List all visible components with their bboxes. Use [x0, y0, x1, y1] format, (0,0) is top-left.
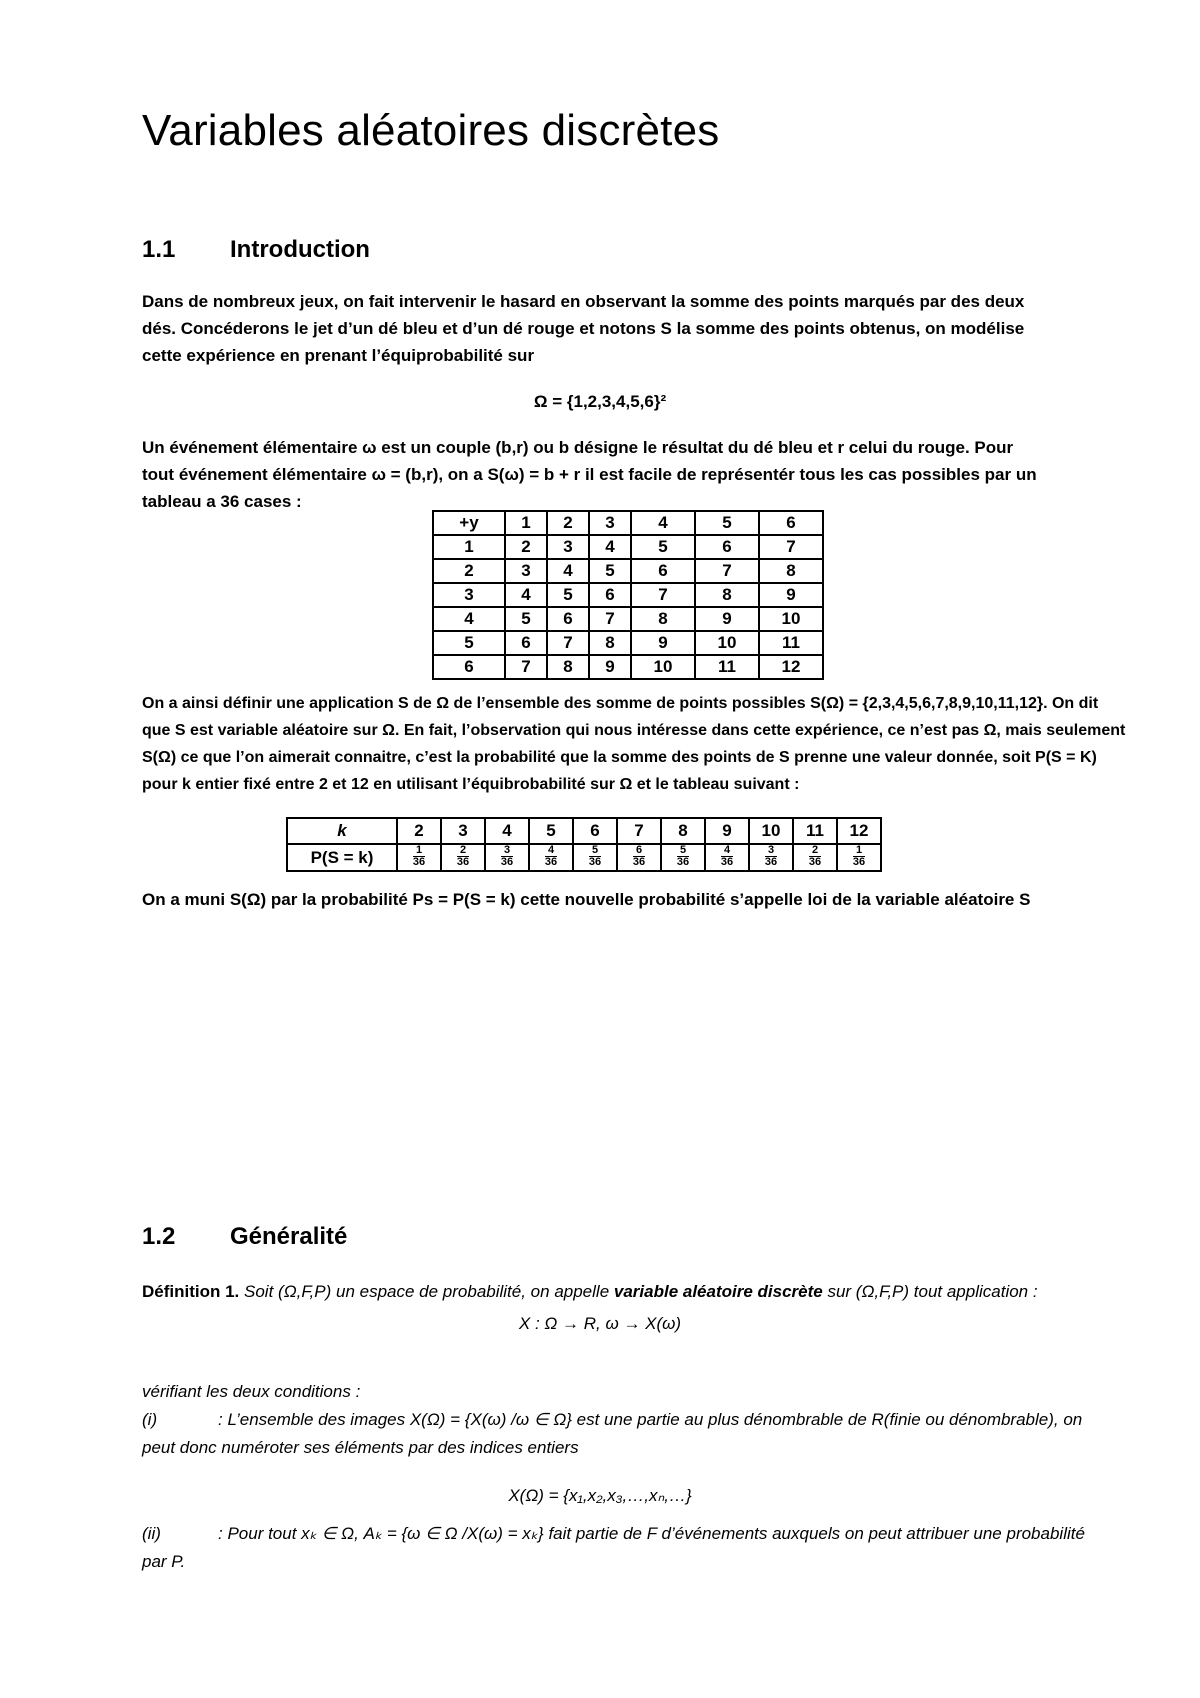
table-cell: 10 [631, 655, 695, 679]
fraction-numerator: 5 [677, 845, 689, 857]
fraction-numerator: 3 [765, 845, 777, 857]
table-cell: 5 [433, 631, 505, 655]
p-cell [573, 844, 617, 871]
fraction-numerator: 6 [633, 845, 645, 857]
section-number: 1.2 [142, 1223, 176, 1250]
table-cell: 4 [589, 535, 631, 559]
mapping-equation: X : Ω → R, ω → X(ω) [518, 1314, 682, 1333]
fraction-denominator: 36 [456, 856, 470, 868]
fraction [721, 845, 733, 868]
table-cell: 7 [695, 559, 759, 583]
image-equation: X(Ω) = {x₁,x₂,x₃,…,xₙ,…} [508, 1486, 692, 1505]
sum-table [432, 510, 824, 680]
fraction-denominator: 36 [676, 856, 690, 868]
table-cell: 7 [631, 583, 695, 607]
k-cell: 4 [485, 818, 529, 844]
p-row [287, 844, 881, 871]
fraction [501, 845, 513, 868]
table-cell: 8 [759, 559, 823, 583]
paragraph-line: tout événement élémentaire ω = (b,r), on a S(ω) = b + r il est facile de représentér tous les cas possibles par un [142, 465, 1037, 484]
fraction [457, 845, 469, 868]
fraction [809, 845, 821, 868]
k-cell: 2 [397, 818, 441, 844]
application-paragraph [142, 690, 1125, 798]
paragraph-line: tableau a 36 cases : [142, 492, 302, 511]
p-cell [441, 844, 485, 871]
table-cell: 5 [695, 511, 759, 535]
definition-label: Définition 1. [142, 1282, 240, 1301]
table-cell: 3 [433, 583, 505, 607]
k-cell: 6 [573, 818, 617, 844]
table-cell: 9 [695, 607, 759, 631]
fraction-numerator: 1 [853, 845, 865, 857]
table-cell: 3 [547, 535, 589, 559]
elementary-event-paragraph [142, 434, 1037, 515]
table-cell: 4 [433, 607, 505, 631]
table-cell: 7 [505, 655, 547, 679]
k-cell: 11 [793, 818, 837, 844]
table-cell: 8 [547, 655, 589, 679]
table-cell: 12 [759, 655, 823, 679]
condition-i [142, 1406, 1082, 1462]
condition-label: (ii) [142, 1524, 161, 1543]
table-cell: 1 [505, 511, 547, 535]
table-cell: 9 [589, 655, 631, 679]
fraction [765, 845, 777, 868]
table-cell: 7 [759, 535, 823, 559]
p-cell [705, 844, 749, 871]
fraction-denominator: 36 [588, 856, 602, 868]
fraction-denominator: 36 [544, 856, 558, 868]
fraction-denominator: 36 [764, 856, 778, 868]
table-cell: 4 [547, 559, 589, 583]
section-heading-introduction [142, 236, 370, 264]
fraction-denominator: 36 [720, 856, 734, 868]
table-cell: 6 [547, 607, 589, 631]
table-cell: 5 [631, 535, 695, 559]
table-cell: 5 [505, 607, 547, 631]
condition-text: : L’ensemble des images X(Ω) = {X(ω) /ω ∈ Ω} est une partie au plus dénombrable de R(finie ou dénombrable), on [218, 1410, 1083, 1429]
table-cell: 6 [505, 631, 547, 655]
table-cell: 6 [759, 511, 823, 535]
section-heading-generalite [142, 1223, 347, 1251]
definition-text: sur (Ω,F,P) tout application : [827, 1282, 1038, 1301]
condition-ii-line [142, 1520, 1085, 1548]
definition-term: variable aléatoire discrète [613, 1282, 823, 1301]
p-cell [485, 844, 529, 871]
paragraph-line: pour k entier fixé entre 2 et 12 en utilisant l’équibrobabilité sur Ω et le tableau suivant : [142, 776, 800, 793]
table-cell: 5 [589, 559, 631, 583]
verif-line: vérifiant les deux conditions : [142, 1382, 361, 1401]
condition-label: (i) [142, 1410, 158, 1429]
k-cell: 10 [749, 818, 793, 844]
table-cell: 6 [631, 559, 695, 583]
p-cell [661, 844, 705, 871]
fraction-numerator: 1 [413, 845, 425, 857]
table-cell: +y [433, 511, 505, 535]
k-label: k [287, 818, 397, 844]
table-cell: 3 [505, 559, 547, 583]
paragraph-line: Un événement élémentaire ω est un couple (b,r) ou b désigne le résultat du dé bleu et r celui du rouge. Pour [142, 438, 1014, 457]
table-cell: 3 [589, 511, 631, 535]
table-cell: 5 [547, 583, 589, 607]
section-title: Généralité [230, 1223, 348, 1250]
condition-ii-line: par P. [142, 1552, 186, 1571]
table-cell: 4 [505, 583, 547, 607]
fraction-numerator: 3 [501, 845, 513, 857]
section-title: Introduction [230, 236, 370, 263]
k-cell: 9 [705, 818, 749, 844]
table-cell: 8 [695, 583, 759, 607]
table-row [433, 535, 823, 559]
table-cell: 7 [547, 631, 589, 655]
p-cell [837, 844, 881, 871]
fraction-denominator: 36 [852, 856, 866, 868]
document-title: Variables aléatoires discrètes [142, 106, 720, 155]
table-row [433, 655, 823, 679]
probability-table [286, 817, 882, 872]
p-cell [617, 844, 661, 871]
table-cell: 7 [589, 607, 631, 631]
intro-paragraph [142, 288, 1024, 369]
table-cell: 9 [631, 631, 695, 655]
table-header-row [433, 511, 823, 535]
paragraph-line: cette expérience en prenant l’équiprobabilité sur [142, 346, 535, 365]
p-label: P(S = k) [287, 844, 397, 871]
fraction-numerator: 2 [809, 845, 821, 857]
k-cell: 12 [837, 818, 881, 844]
table-cell: 10 [759, 607, 823, 631]
fraction-denominator: 36 [412, 856, 426, 868]
fraction-numerator: 4 [721, 845, 733, 857]
section-number: 1.1 [142, 236, 176, 263]
table-cell: 9 [759, 583, 823, 607]
fraction [853, 845, 865, 868]
fraction-numerator: 4 [545, 845, 557, 857]
table-cell: 4 [631, 511, 695, 535]
k-cell: 8 [661, 818, 705, 844]
fraction [589, 845, 601, 868]
p-cell [397, 844, 441, 871]
condition-text: : Pour tout xₖ ∈ Ω, Aₖ = {ω ∈ Ω /X(ω) = xₖ} fait partie de F d’événements auxquels on peut attribuer une probabilité [218, 1524, 1085, 1543]
fraction [413, 845, 425, 868]
paragraph-line: que S est variable aléatoire sur Ω. En fait, l’observation qui nous intéresse dans cette expérience, ce n’est pas Ω, mais seulement [142, 722, 1126, 739]
table-cell: 6 [695, 535, 759, 559]
p-cell [793, 844, 837, 871]
fraction [633, 845, 645, 868]
table-cell: 6 [589, 583, 631, 607]
table-cell: 1 [433, 535, 505, 559]
table-row [433, 583, 823, 607]
fraction-denominator: 36 [500, 856, 514, 868]
definition-line [142, 1278, 1038, 1306]
table-cell: 11 [695, 655, 759, 679]
fraction-denominator: 36 [808, 856, 822, 868]
table-cell: 11 [759, 631, 823, 655]
definition-text: Soit (Ω,F,P) un espace de probabilité, on appelle [244, 1282, 610, 1301]
table-cell: 8 [589, 631, 631, 655]
omega-equation: Ω = {1,2,3,4,5,6}² [533, 392, 667, 411]
fraction [545, 845, 557, 868]
fraction-denominator: 36 [632, 856, 646, 868]
k-cell: 5 [529, 818, 573, 844]
k-cell: 3 [441, 818, 485, 844]
table-cell: 2 [505, 535, 547, 559]
table-cell: 2 [433, 559, 505, 583]
table-cell: 10 [695, 631, 759, 655]
table-row [433, 631, 823, 655]
table-cell: 6 [433, 655, 505, 679]
paragraph-line: Dans de nombreux jeux, on fait intervenir le hasard en observant la somme des points marqués par des deux [142, 292, 1025, 311]
fraction-numerator: 2 [457, 845, 469, 857]
k-row [287, 818, 881, 844]
table-row [433, 559, 823, 583]
table-cell: 8 [631, 607, 695, 631]
law-paragraph: On a muni S(Ω) par la probabilité Ps = P(S = k) cette nouvelle probabilité s’appelle loi de la variable aléatoire S [142, 890, 1031, 909]
paragraph-line: On a ainsi définir une application S de Ω de l’ensemble des somme de points possibles S(Ω) = {2,3,4,5,6,7,8,9,10,11,12}. On dit [142, 695, 1099, 712]
condition-i-line: peut donc numéroter ses éléments par des indices entiers [142, 1438, 579, 1457]
p-cell [749, 844, 793, 871]
condition-ii [142, 1520, 1085, 1576]
k-cell: 7 [617, 818, 661, 844]
paragraph-line: dés. Concéderons le jet d’un dé bleu et d’un dé rouge et notons S la somme des points obtenus, on modélise [142, 319, 1025, 338]
fraction [677, 845, 689, 868]
table-row [433, 607, 823, 631]
paragraph-line: S(Ω) ce que l’on aimerait connaitre, c’est la probabilité que la somme des points de S prenne une valeur donnée, soit P(S = K) [142, 749, 1097, 766]
condition-i-line [142, 1406, 1082, 1434]
table-cell: 2 [547, 511, 589, 535]
fraction-numerator: 5 [589, 845, 601, 857]
p-cell [529, 844, 573, 871]
